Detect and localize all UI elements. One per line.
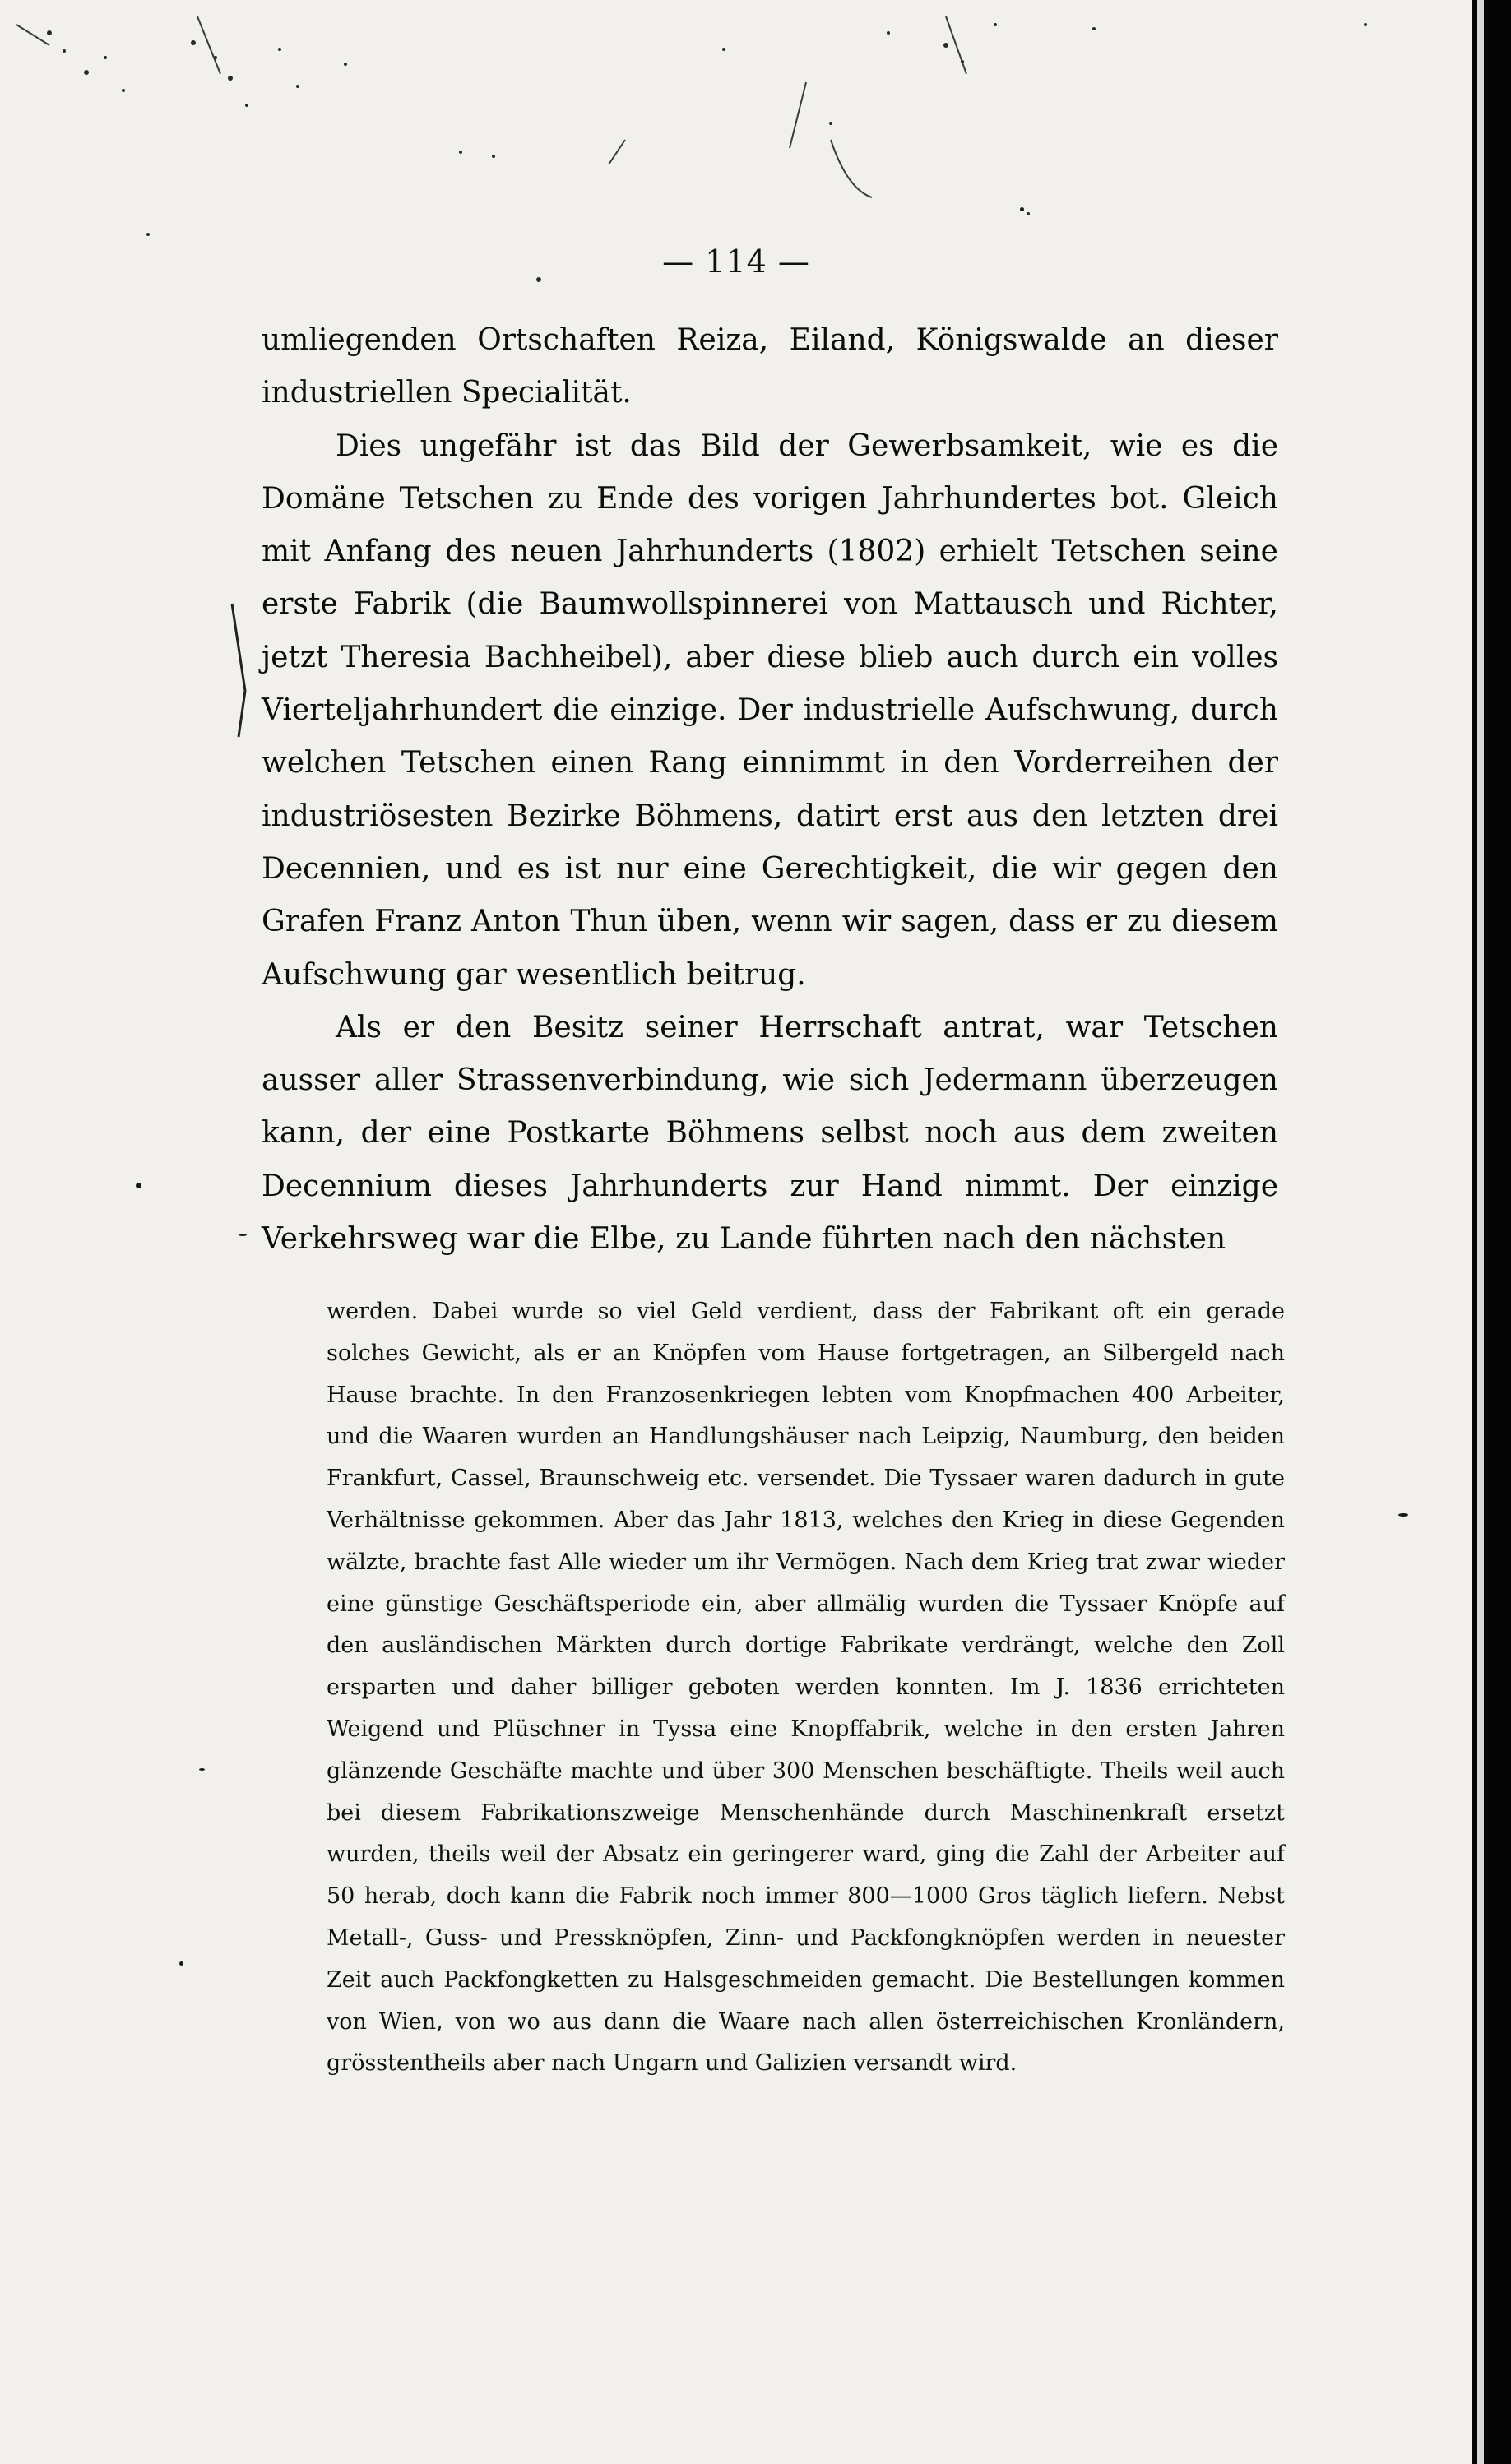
scan-speck <box>136 1183 141 1188</box>
paragraph-gewerbsamkeit: Dies ungefähr ist das Bild der Gewerbsamkeit, wie es die Domäne Tetschen zu Ende des vorigen Jahrhundertes bot. Gleich mit Anfang des neuen Jahrhunderts (1802) erhielt Tetschen seine erste Fabrik (die Baumwollspinnerei von Mattausch und Richter, jetzt Theresia Bachheibel), aber diese blieb auch durch ein volles Vierteljahrhundert die einzige. Der industrielle Aufschwung, durch welchen Tetschen einen Rang einnimmt in den Vorderreihen der industriösesten Bezirke Böhmens, datirt erst aus den letzten drei Decennien, und es ist nur eine Gerechtigkeit, die wir gegen den Grafen Franz Anton Thun üben, wenn wir sagen, dass er zu diesem Aufschwung gar wesentlich beitrug. <box>262 428 1278 992</box>
scan-speck <box>199 1768 205 1771</box>
scan-border-right <box>1472 0 1511 2464</box>
scan-speck <box>179 1961 183 1966</box>
main-text <box>262 314 1278 1266</box>
paragraph-strassenverbindung: Als er den Besitz seiner Herrschaft antrat, war Tetschen ausser aller Strassenverbindung, wie sich Jedermann überzeugen kann, der eine Postkarte Böhmens selbst noch aus dem zweiten Decennium dieses Jahrhunderts zur Hand nimmt. Der einzige Verkehrsweg war die Elbe, zu Lande führten nach den nächsten <box>262 1010 1278 1257</box>
page-edge-strip <box>1477 0 1484 2464</box>
margin-pencil-mark <box>229 600 253 740</box>
page-number: — 114 — <box>662 243 810 280</box>
scan-speckle-overlay <box>0 0 1472 345</box>
scan-speck <box>1020 207 1024 211</box>
scan-speck <box>1398 1513 1408 1517</box>
paragraph-continuation: umliegenden Ortschaften Reiza, Eiland, Königswalde an dieser industriellen Specialität. <box>262 323 1278 410</box>
scan-speck <box>239 1234 247 1236</box>
footnote-text: werden. Dabei wurde so viel Geld verdient, dass der Fabrikant oft ein gerade solches Gewicht, als er an Knöpfen vom Hause fortgetragen, an Silbergeld nach Hause brachte. In den Franzosenkriegen lebten vom Knopfmachen 400 Arbeiter, und die Waaren wurden an Handlungshäuser nach Leipzig, Naumburg, den beiden Frankfurt, Cassel, Braunschweig etc. versendet. Die Tyssaer waren dadurch in gute Verhältnisse gekommen. Aber das Jahr 1813, welches den Krieg in diese Gegenden wälzte, brachte fast Alle wieder um ihr Vermögen. Nach dem Krieg trat zwar wieder eine günstige Geschäftsperiode ein, aber allmälig wurden die Tyssaer Knöpfe auf den ausländischen Märkten durch dortige Fabrikate verdrängt, welche den Zoll ersparten und daher billiger geboten werden konnten. Im J. 1836 errichteten Weigend und Plüschner in Tyssa eine Knopffabrik, welche in den ersten Jahren glänzende Geschäfte machte und über 300 Menschen beschäftigte. Theils weil auch bei diesem Fabrikationszweige Menschenhände durch Maschinenkraft ersetzt wurden, theils weil der Absatz ein geringerer ward, ging die Zahl der Arbeiter auf 50 herab, doch kann die Fabrik noch immer 800—1000 Gros täglich liefern. Nebst Metall-, Guss- und Pressknöpfen, Zinn- und Packfongknöpfen werden in neuester Zeit auch Packfongketten zu Halsgeschmeiden gemacht. Die Bestellungen kommen von Wien, von wo aus dann die Waare nach allen österreichischen Kronländern, grösstentheils aber nach Ungarn und Galizien versandt wird. <box>327 1299 1285 2077</box>
